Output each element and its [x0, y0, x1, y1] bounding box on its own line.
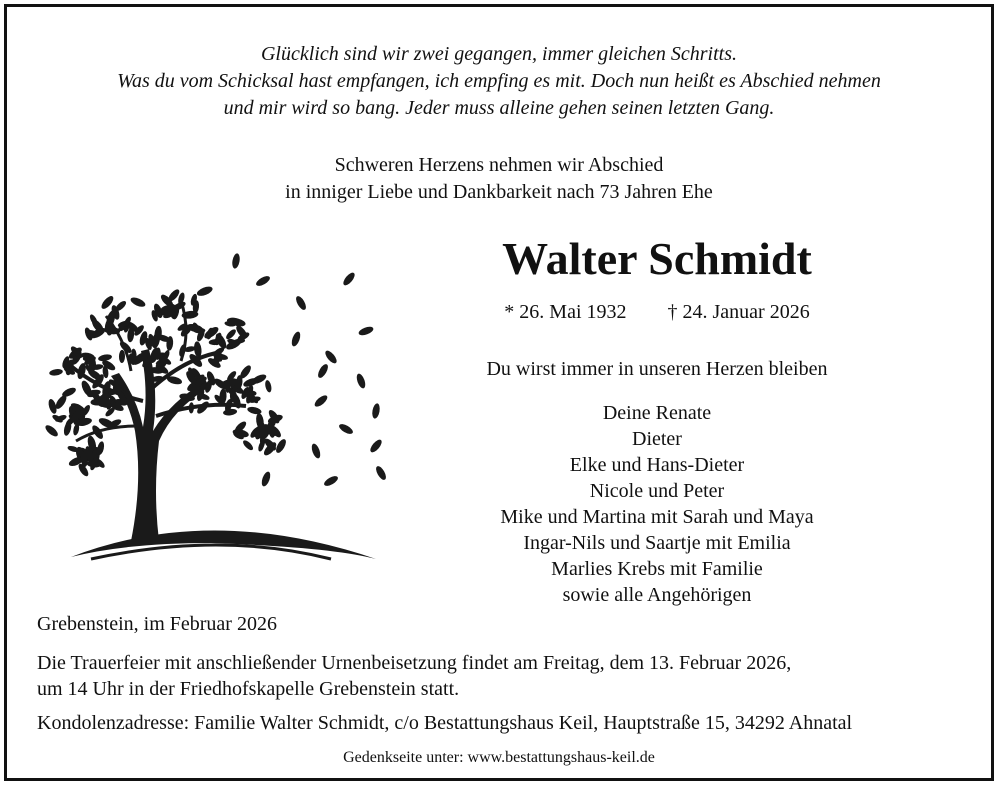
leaf-icon [189, 402, 195, 414]
leaf-icon [119, 350, 125, 363]
poem-line: Glücklich sind wir zwei gegangen, immer gleichen Schritts. [260, 43, 738, 65]
place-date: Grebenstein, im Februar 2026 [37, 613, 277, 635]
leaf-icon [44, 423, 60, 438]
leaf-icon [338, 422, 355, 436]
leaf-icon [358, 325, 375, 337]
leaf-icon [316, 363, 330, 380]
obituary-card [4, 4, 994, 781]
leaf-icon [255, 274, 272, 288]
mourner-line: Ingar-Nils und Saartje mit Emilia [523, 532, 791, 554]
death-date: † 24. Januar 2026 [667, 301, 810, 323]
leaf-icon [313, 393, 329, 408]
service-line: um 14 Uhr in der Friedhofskapelle Grebenstein statt. [37, 678, 460, 700]
leaf-icon [225, 328, 238, 341]
poem-line: Was du vom Schicksal hast empfangen, ich empfing es mit. Doch nun heißt es Abschied nehmen [117, 70, 881, 92]
birth-date: * 26. Mai 1932 [504, 301, 627, 323]
service-line: Die Trauerfeier mit anschließender Urnenbeisetzung findet am Freitag, dem 13. Februar 2026, [37, 652, 792, 674]
leaf-icon [231, 253, 241, 269]
motto: Du wirst immer in unseren Herzen bleiben [486, 358, 828, 380]
intro-text [7, 152, 991, 206]
leaf-icon [374, 465, 388, 482]
poem [7, 41, 991, 122]
leaf-icon [323, 349, 338, 365]
mourner-line: Elke und Hans-Dieter [569, 454, 745, 476]
mourner-line: Marlies Krebs mit Familie [551, 558, 763, 580]
leaf-icon [49, 368, 63, 376]
leaf-icon [290, 331, 302, 348]
condolence-address: Kondolenzadresse: Familie Walter Schmidt, c/o Bestattungshaus Keil, Hauptstraße 15, 34292 Ahnatal [37, 712, 853, 734]
deceased-name: Walter Schmidt [502, 233, 812, 284]
leaf-icon [368, 438, 383, 454]
poem-line: und mir wird so bang. Jeder muss alleine gehen seinen letzten Gang. [223, 97, 775, 119]
mourner-line: sowie alle Angehörigen [562, 584, 752, 606]
intro-line: in inniger Liebe und Dankbarkeit nach 73 Jahren Ehe [285, 181, 713, 203]
funeral-service-info [37, 650, 967, 702]
leaf-icon [274, 438, 288, 455]
leaf-icon [98, 353, 113, 362]
leaf-icon [371, 403, 381, 419]
leaf-icon [294, 295, 308, 312]
mourner-line: Dieter [632, 428, 682, 450]
mourner-line: Nicole und Peter [589, 480, 725, 502]
leaf-icon [242, 439, 255, 452]
memorial-page-link: Gedenkseite unter: www.bestattungshaus-keil.de [343, 749, 655, 766]
leaf-icon [264, 380, 272, 393]
mourner-line: Deine Renate [602, 402, 712, 424]
life-dates [397, 299, 917, 325]
leaf-icon [341, 271, 356, 287]
leaf-icon [129, 296, 146, 309]
leaf-icon [323, 474, 340, 488]
mourner-line: Mike und Martina mit Sarah und Maya [500, 506, 814, 528]
leaf-icon [310, 443, 322, 460]
mourners-list [397, 400, 917, 608]
intro-line: Schweren Herzens nehmen wir Abschied [334, 154, 664, 176]
leaf-icon [196, 285, 214, 298]
tree-with-falling-leaves-icon [31, 241, 391, 566]
leaf-icon [355, 373, 367, 390]
leaf-icon [260, 471, 272, 488]
